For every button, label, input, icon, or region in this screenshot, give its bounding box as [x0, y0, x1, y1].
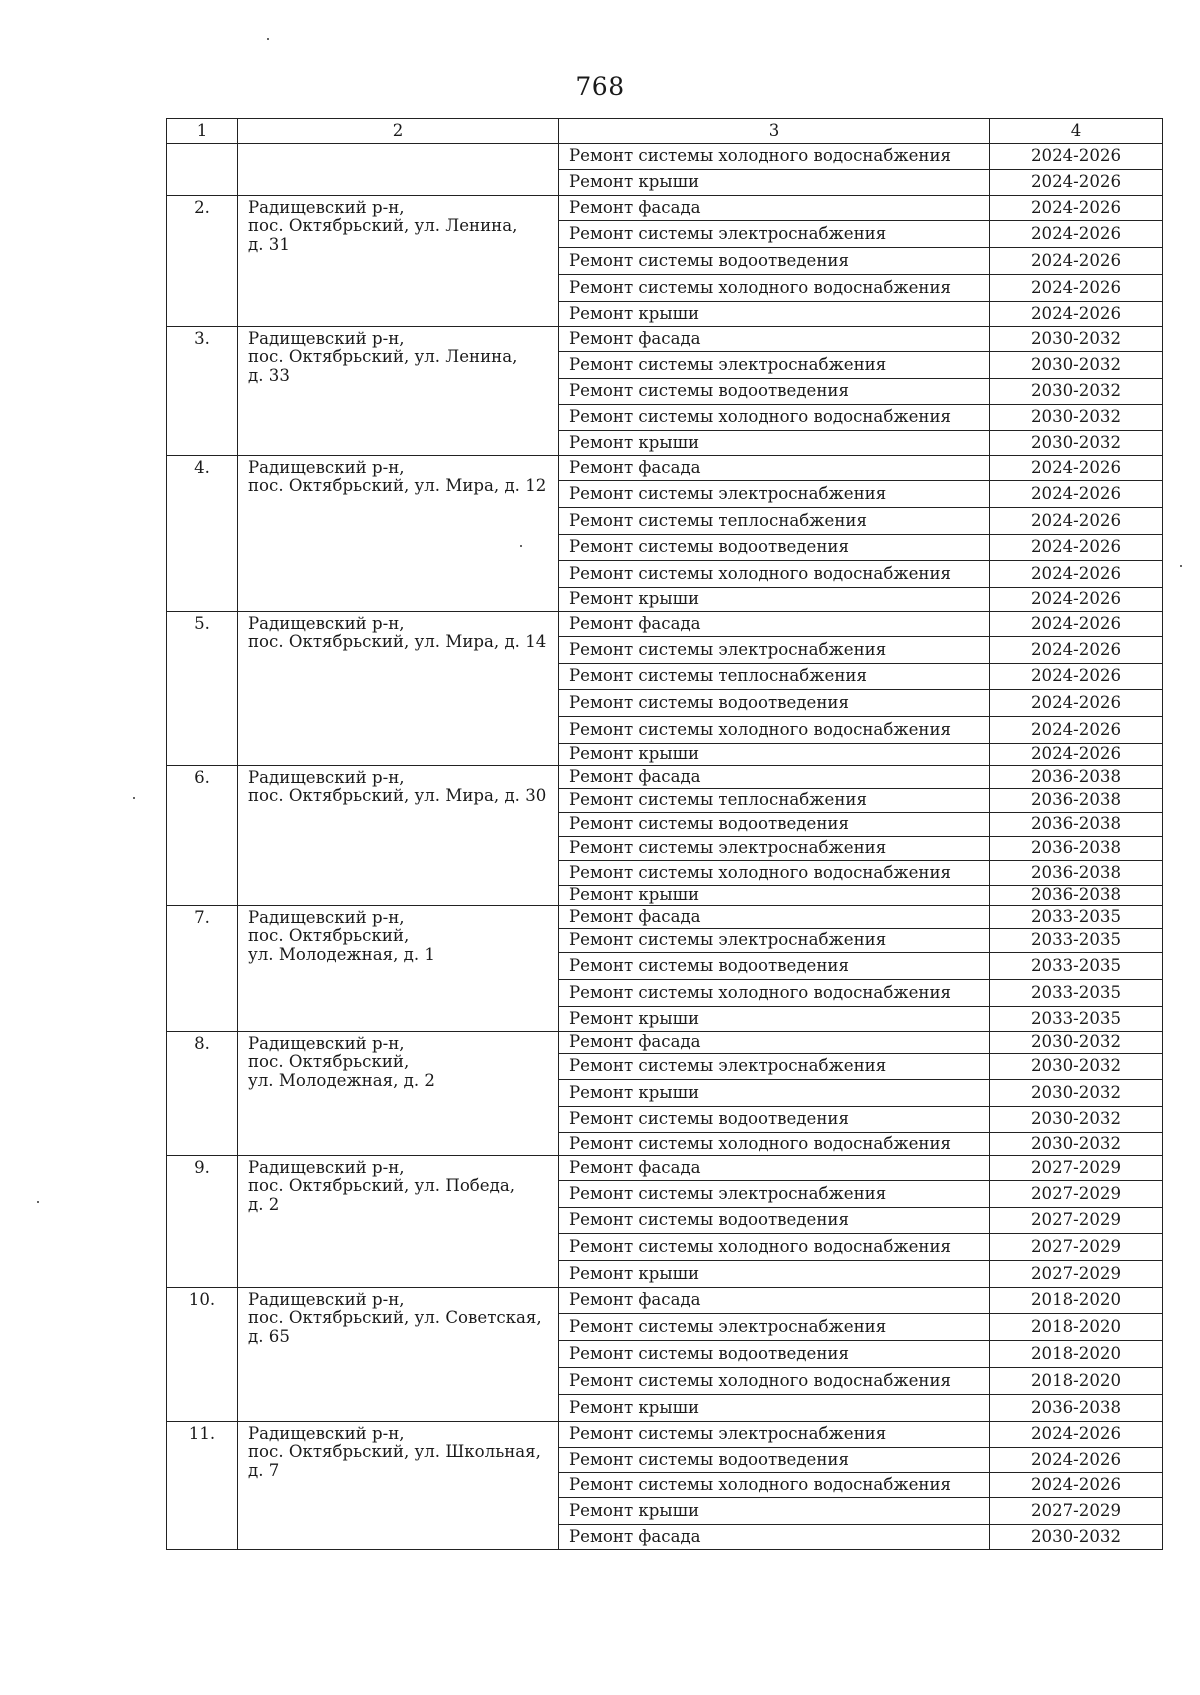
work-period: 2036-2038 [990, 837, 1163, 861]
address-cell [238, 906, 559, 1032]
row-number: 7. [167, 906, 238, 1032]
work-period: 2027-2029 [990, 1181, 1163, 1208]
column-header-3: 3 [559, 119, 990, 144]
work-period: 2036-2038 [990, 861, 1163, 886]
row-number: 5. [167, 612, 238, 766]
address-line: Радищевский р-н, [248, 1290, 405, 1309]
work-type: Ремонт фасада [559, 1288, 990, 1314]
table-row [167, 766, 1163, 789]
work-period: 2018-2020 [990, 1314, 1163, 1341]
work-period: 2024-2026 [990, 248, 1163, 275]
table-row [167, 456, 1163, 481]
work-period: 2024-2026 [990, 637, 1163, 664]
row-number: 3. [167, 327, 238, 456]
work-type: Ремонт фасада [559, 1525, 990, 1550]
work-type: Ремонт системы электроснабжения [559, 481, 990, 508]
table-row [167, 1288, 1163, 1314]
work-period: 2024-2026 [990, 744, 1163, 766]
work-period: 2036-2038 [990, 1395, 1163, 1422]
work-type: Ремонт фасада [559, 1032, 990, 1054]
address-line: Радищевский р-н, [248, 1034, 405, 1053]
work-type: Ремонт фасада [559, 456, 990, 481]
work-period: 2036-2038 [990, 886, 1163, 906]
work-type: Ремонт системы холодного водоснабжения [559, 1133, 990, 1156]
address-line: пос. Октябрьский, [248, 926, 410, 946]
work-type: Ремонт фасада [559, 612, 990, 637]
work-period: 2024-2026 [990, 456, 1163, 481]
work-type: Ремонт системы электроснабжения [559, 221, 990, 248]
work-period: 2030-2032 [990, 1107, 1163, 1133]
work-type: Ремонт системы холодного водоснабжения [559, 1368, 990, 1395]
address-line: ул. Молодежная, д. 1 [248, 944, 435, 964]
work-period: 2024-2026 [990, 302, 1163, 327]
work-period: 2027-2029 [990, 1261, 1163, 1288]
row-number [167, 144, 238, 196]
column-header-2: 2 [238, 119, 559, 144]
address-line: Радищевский р-н, [248, 329, 405, 348]
work-type: Ремонт системы электроснабжения [559, 837, 990, 861]
scan-speck [267, 38, 269, 40]
work-type: Ремонт системы электроснабжения [559, 637, 990, 664]
work-type: Ремонт фасада [559, 766, 990, 789]
work-type: Ремонт системы электроснабжения [559, 1422, 990, 1448]
row-number: 11. [167, 1422, 238, 1550]
address-cell [238, 766, 559, 906]
address-line: Радищевский р-н, [248, 1424, 405, 1443]
work-type: Ремонт системы электроснабжения [559, 1314, 990, 1341]
work-type: Ремонт крыши [559, 1007, 990, 1032]
work-period: 2018-2020 [990, 1368, 1163, 1395]
work-period: 2024-2026 [990, 1448, 1163, 1473]
work-period: 2030-2032 [990, 1054, 1163, 1080]
work-type: Ремонт системы холодного водоснабжения [559, 405, 990, 431]
address-cell [238, 327, 559, 456]
work-type: Ремонт системы теплоснабжения [559, 664, 990, 690]
address-cell [238, 144, 559, 196]
work-period: 2030-2032 [990, 1032, 1163, 1054]
work-period: 2024-2026 [990, 275, 1163, 302]
work-period: 2030-2032 [990, 1080, 1163, 1107]
work-period: 2033-2035 [990, 1007, 1163, 1032]
work-period: 2033-2035 [990, 980, 1163, 1007]
work-type: Ремонт системы холодного водоснабжения [559, 561, 990, 588]
address-line: Радищевский р-н, [248, 908, 405, 927]
address-line: Радищевский р-н, [248, 458, 405, 477]
work-type: Ремонт фасада [559, 327, 990, 352]
row-number: 9. [167, 1156, 238, 1288]
work-type: Ремонт крыши [559, 431, 990, 456]
address-cell [238, 1032, 559, 1156]
address-cell [238, 1422, 559, 1550]
address-line: пос. Октябрьский, ул. Ленина, [248, 347, 518, 367]
table-row [167, 612, 1163, 637]
work-type: Ремонт фасада [559, 196, 990, 221]
work-period: 2024-2026 [990, 561, 1163, 588]
work-period: 2024-2026 [990, 1422, 1163, 1448]
work-period: 2024-2026 [990, 612, 1163, 637]
work-period: 2033-2035 [990, 929, 1163, 953]
address-line: д. 31 [248, 234, 290, 254]
address-line: пос. Октябрьский, ул. Мира, д. 30 [248, 786, 547, 806]
work-period: 2024-2026 [990, 144, 1163, 170]
work-period: 2027-2029 [990, 1208, 1163, 1234]
address-cell [238, 196, 559, 327]
work-type: Ремонт крыши [559, 886, 990, 906]
work-period: 2024-2026 [990, 170, 1163, 196]
work-type: Ремонт системы водоотведения [559, 690, 990, 717]
address-line: пос. Октябрьский, ул. Мира, д. 14 [248, 632, 547, 652]
work-period: 2030-2032 [990, 431, 1163, 456]
work-period: 2024-2026 [990, 508, 1163, 535]
work-type: Ремонт системы холодного водоснабжения [559, 275, 990, 302]
work-type: Ремонт крыши [559, 170, 990, 196]
address-line: Радищевский р-н, [248, 768, 405, 787]
address-line: Радищевский р-н, [248, 1158, 405, 1177]
work-type: Ремонт системы водоотведения [559, 813, 990, 837]
work-period: 2027-2029 [990, 1234, 1163, 1261]
work-period: 2036-2038 [990, 766, 1163, 789]
address-line: д. 65 [248, 1326, 290, 1346]
work-period: 2024-2026 [990, 690, 1163, 717]
work-type: Ремонт системы холодного водоснабжения [559, 1473, 990, 1498]
scan-speck [1180, 565, 1182, 567]
work-period: 2036-2038 [990, 789, 1163, 813]
address-line: Радищевский р-н, [248, 614, 405, 633]
work-period: 2027-2029 [990, 1156, 1163, 1181]
work-period: 2024-2026 [990, 1473, 1163, 1498]
work-period: 2024-2026 [990, 664, 1163, 690]
work-type: Ремонт системы электроснабжения [559, 1054, 990, 1080]
work-type: Ремонт крыши [559, 1395, 990, 1422]
address-cell [238, 612, 559, 766]
table-row [167, 906, 1163, 929]
work-type: Ремонт системы водоотведения [559, 953, 990, 980]
work-period: 2030-2032 [990, 1133, 1163, 1156]
work-type: Ремонт крыши [559, 744, 990, 766]
work-period: 2018-2020 [990, 1288, 1163, 1314]
column-header-1: 1 [167, 119, 238, 144]
address-cell [238, 456, 559, 612]
work-period: 2030-2032 [990, 327, 1163, 352]
repair-schedule-table [166, 118, 1163, 1550]
work-type: Ремонт крыши [559, 1498, 990, 1525]
work-type: Ремонт системы водоотведения [559, 1107, 990, 1133]
table-row [167, 327, 1163, 352]
address-line: Радищевский р-н, [248, 198, 405, 217]
work-type: Ремонт крыши [559, 588, 990, 612]
work-type: Ремонт системы холодного водоснабжения [559, 717, 990, 744]
work-period: 2030-2032 [990, 405, 1163, 431]
address-line: ул. Молодежная, д. 2 [248, 1070, 435, 1090]
work-period: 2036-2038 [990, 813, 1163, 837]
table-row [167, 1032, 1163, 1054]
work-type: Ремонт системы холодного водоснабжения [559, 980, 990, 1007]
page-number: 768 [575, 72, 625, 101]
work-type: Ремонт системы холодного водоснабжения [559, 1234, 990, 1261]
work-period: 2024-2026 [990, 717, 1163, 744]
address-line: д. 7 [248, 1460, 280, 1480]
work-type: Ремонт фасада [559, 906, 990, 929]
row-number: 4. [167, 456, 238, 612]
work-period: 2027-2029 [990, 1498, 1163, 1525]
work-period: 2024-2026 [990, 196, 1163, 221]
work-type: Ремонт системы электроснабжения [559, 1181, 990, 1208]
address-cell [238, 1156, 559, 1288]
work-type: Ремонт системы электроснабжения [559, 929, 990, 953]
work-type: Ремонт крыши [559, 302, 990, 327]
scan-speck [520, 545, 522, 547]
scan-speck [37, 1201, 39, 1203]
table-header-row [167, 119, 1163, 144]
address-line: пос. Октябрьский, ул. Школьная, [248, 1442, 541, 1462]
work-type: Ремонт системы водоотведения [559, 1448, 990, 1473]
work-type: Ремонт системы теплоснабжения [559, 789, 990, 813]
row-number: 6. [167, 766, 238, 906]
table-row [167, 196, 1163, 221]
work-type: Ремонт системы холодного водоснабжения [559, 144, 990, 170]
work-type: Ремонт системы водоотведения [559, 248, 990, 275]
row-number: 8. [167, 1032, 238, 1156]
work-period: 2030-2032 [990, 352, 1163, 379]
table-row [167, 144, 1163, 170]
row-number: 2. [167, 196, 238, 327]
work-period: 2030-2032 [990, 1525, 1163, 1550]
work-type: Ремонт фасада [559, 1156, 990, 1181]
work-type: Ремонт крыши [559, 1080, 990, 1107]
table-body [167, 119, 1163, 1550]
work-type: Ремонт системы теплоснабжения [559, 508, 990, 535]
work-type: Ремонт системы водоотведения [559, 1341, 990, 1368]
address-line: пос. Октябрьский, [248, 1052, 410, 1072]
work-type: Ремонт системы холодного водоснабжения [559, 861, 990, 886]
work-period: 2018-2020 [990, 1341, 1163, 1368]
work-period: 2024-2026 [990, 588, 1163, 612]
address-line: пос. Октябрьский, ул. Мира, д. 12 [248, 476, 547, 496]
work-period: 2024-2026 [990, 535, 1163, 561]
address-line: д. 2 [248, 1194, 280, 1214]
address-cell [238, 1288, 559, 1422]
work-type: Ремонт системы водоотведения [559, 1208, 990, 1234]
scan-speck [133, 797, 135, 799]
work-period: 2033-2035 [990, 953, 1163, 980]
work-type: Ремонт системы водоотведения [559, 535, 990, 561]
work-type: Ремонт крыши [559, 1261, 990, 1288]
work-period: 2030-2032 [990, 379, 1163, 405]
work-type: Ремонт системы электроснабжения [559, 352, 990, 379]
work-period: 2024-2026 [990, 221, 1163, 248]
row-number: 10. [167, 1288, 238, 1422]
column-header-4: 4 [990, 119, 1163, 144]
table-row [167, 1156, 1163, 1181]
table-row [167, 1422, 1163, 1448]
work-type: Ремонт системы водоотведения [559, 379, 990, 405]
work-period: 2024-2026 [990, 481, 1163, 508]
address-line: пос. Октябрьский, ул. Советская, [248, 1308, 542, 1328]
address-line: пос. Октябрьский, ул. Ленина, [248, 216, 518, 236]
address-line: д. 33 [248, 365, 290, 385]
work-period: 2033-2035 [990, 906, 1163, 929]
address-line: пос. Октябрьский, ул. Победа, [248, 1176, 516, 1196]
